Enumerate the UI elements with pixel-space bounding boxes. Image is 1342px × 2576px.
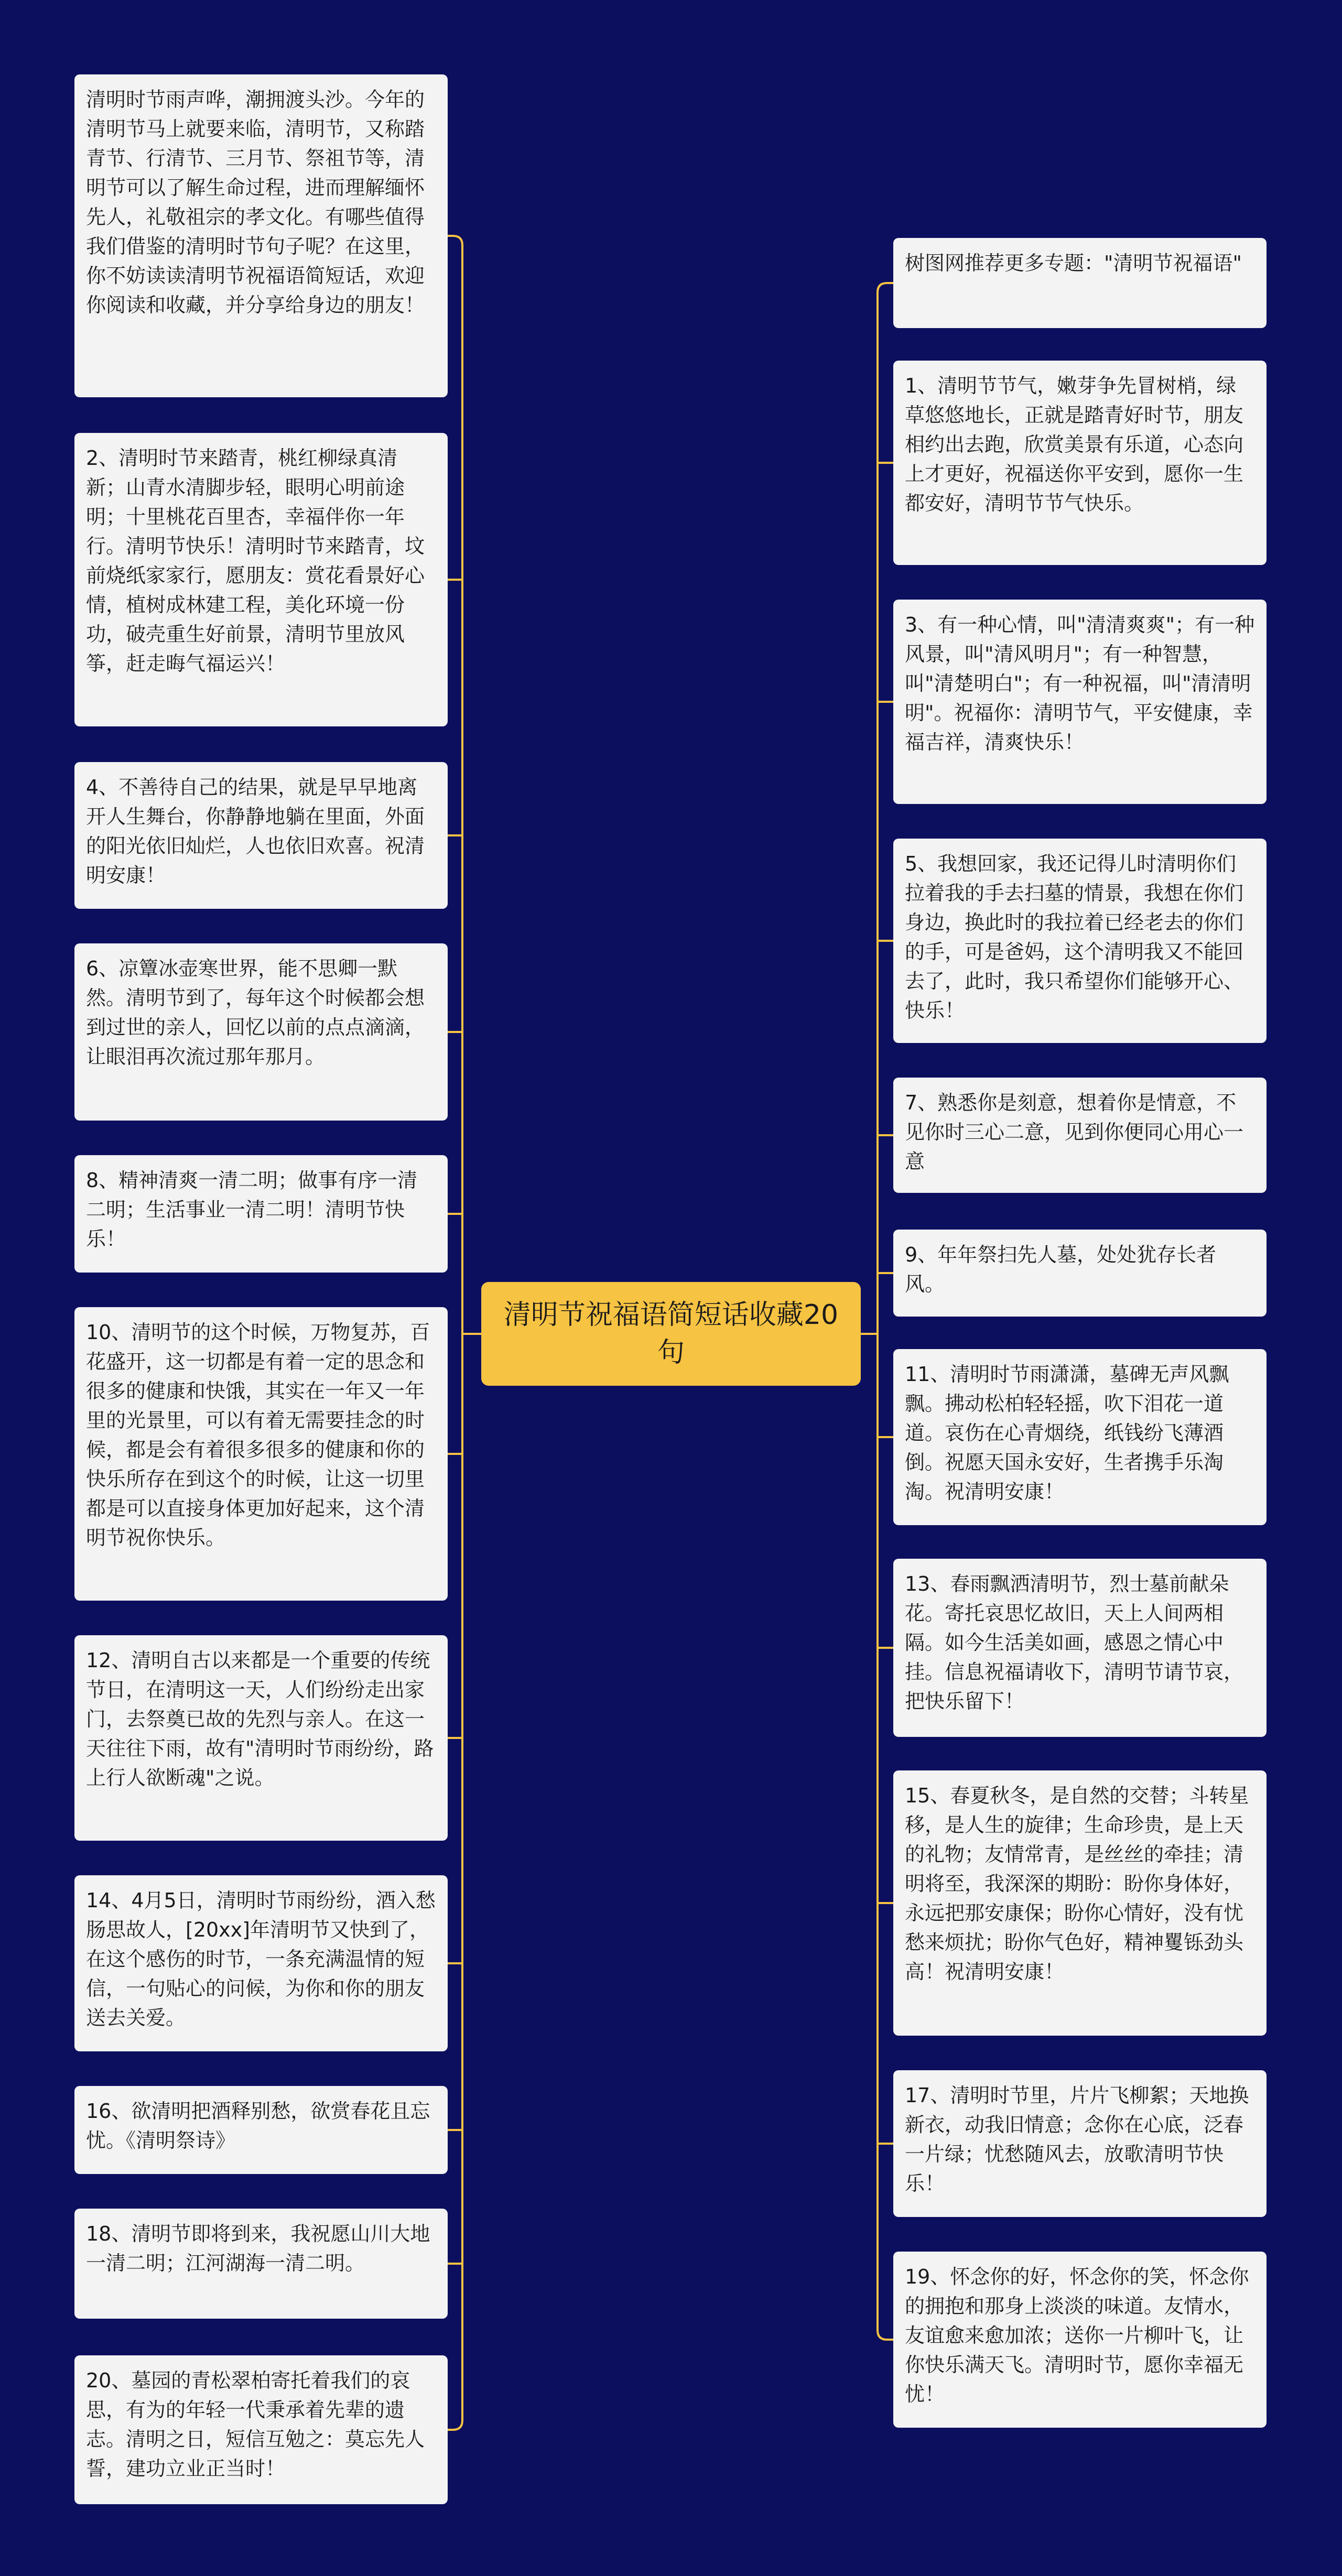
connector-branch xyxy=(878,2330,893,2340)
right-node-9[interactable] xyxy=(893,1230,1267,1317)
left-node-18[interactable] xyxy=(74,2209,448,2319)
connector-branch xyxy=(448,2420,462,2430)
right-node-3[interactable] xyxy=(893,600,1267,804)
node-text: 树图网推荐更多专题："清明节祝福语" xyxy=(905,252,1242,275)
right-node-1[interactable] xyxy=(893,361,1267,565)
central-topic-label: 清明节祝福语简短话收藏20句 xyxy=(503,1299,839,1368)
left-node-intro[interactable] xyxy=(74,74,448,397)
right-node-15[interactable] xyxy=(893,1770,1267,2036)
node-text: 9、年年祭扫先人墓，处处犹存长者风。 xyxy=(905,1243,1217,1296)
connector-branch xyxy=(878,283,893,292)
node-text: 15、春夏秋冬，是自然的交替；斗转星移，是人生的旋律；生命珍贵，是上天的礼物；友情常青，是丝丝的牵挂；清明将至，我深深的期盼：盼你身体好，永远把那安康保；盼你心情好，没有忧愁来烦扰；盼你气色好，精神矍铄劲头高！祝清明安康！ xyxy=(905,1784,1249,1983)
central-topic[interactable] xyxy=(481,1282,861,1386)
left-node-6[interactable] xyxy=(74,943,448,1121)
left-node-14[interactable] xyxy=(74,1875,448,2051)
node-text: 14、4月5日，清明时节雨纷纷，酒入愁肠思故人，[20xx]年清明节又快到了，在这个感伤的时节，一条充满温情的短信，一句贴心的问候，为你和你的朋友送去关爱。 xyxy=(86,1889,436,2029)
node-text: 13、春雨飘洒清明节，烈士墓前献朵花。寄托哀思忆故旧，天上人间两相隔。如今生活美如画，感恩之情心中挂。信息祝福请收下，清明节请节哀，把快乐留下！ xyxy=(905,1572,1244,1713)
node-text: 8、精神清爽一清二明；做事有序一清二明；生活事业一清二明！清明节快乐！ xyxy=(86,1169,418,1251)
node-text: 5、我想回家，我还记得儿时清明你们拉着我的手去扫墓的情景，我想在你们身边，换此时的我拉着已经老去的你们的手，可是爸妈，这个清明我又不能回去了，此时，我只希望你们能够开心、快乐！ xyxy=(905,852,1244,1022)
node-text: 16、欲清明把酒释别愁，欲赏春花且忘忧。《清明祭诗》 xyxy=(86,2100,430,2152)
left-node-10[interactable] xyxy=(74,1307,448,1601)
node-text: 20、墓园的青松翠柏寄托着我们的哀思，有为的年轻一代秉承着先辈的遗志。清明之日，短信互勉之：莫忘先人誓，建功立业正当时！ xyxy=(86,2369,425,2480)
left-node-8[interactable] xyxy=(74,1155,448,1273)
node-text: 6、凉簟冰壶寒世界，能不思卿一默然。清明节到了，每年这个时候都会想到过世的亲人，回忆以前的点点滴滴，让眼泪再次流过那年那月。 xyxy=(86,957,425,1068)
node-text: 2、清明时节来踏青，桃红柳绿真清新；山青水清脚步轻，眼明心明前途明；十里桃花百里杏，幸福伴你一年行。清明节快乐！清明时节来踏青，坟前烧纸家家行，愿朋友：赏花看景好心情，植树成林建工程，美化环境一份功，破壳重生好前景，清明节里放风筝，赶走晦气福运兴！ xyxy=(86,447,425,675)
right-node-recommend[interactable] xyxy=(893,238,1267,328)
right-node-11[interactable] xyxy=(893,1349,1267,1525)
connector-branch xyxy=(448,236,462,245)
right-node-7[interactable] xyxy=(893,1078,1267,1193)
node-text: 12、清明自古以来都是一个重要的传统节日，在清明这一天，人们纷纷走出家门，去祭奠已故的先烈与亲人。在这一天往往下雨，故有"清明时节雨纷纷，路上行人欲断魂"之说。 xyxy=(86,1649,434,1789)
right-node-17[interactable] xyxy=(893,2070,1267,2217)
left-node-2[interactable] xyxy=(74,433,448,726)
right-node-19[interactable] xyxy=(893,2252,1267,2428)
node-text: 清明时节雨声哗，潮拥渡头沙。今年的清明节马上就要来临，清明节，又称踏青节、行清节、三月节、祭祖节等，清明节可以了解生命过程，进而理解缅怀先人，礼敬祖宗的孝文化。有哪些值得我们借鉴的清明时节句子呢？在这里，你不妨读读清明节祝福语简短话，欢迎你阅读和收藏，并分享给身边的朋友！ xyxy=(86,88,425,317)
node-text: 4、不善待自己的结果，就是早早地离开人生舞台，你静静地躺在里面，外面的阳光依旧灿烂，人也依旧欢喜。祝清明安康！ xyxy=(86,776,425,887)
left-node-20[interactable] xyxy=(74,2355,448,2504)
left-node-16[interactable] xyxy=(74,2086,448,2174)
node-text: 17、清明时节里，片片飞柳絮；天地换新衣，动我旧情意；念你在心底，泛春一片绿；忧愁随风去，放歌清明节快乐！ xyxy=(905,2084,1249,2195)
right-node-13[interactable] xyxy=(893,1559,1267,1737)
node-text: 19、怀念你的好，怀念你的笑，怀念你的拥抱和那身上淡淡的味道。友情水，友谊愈来愈加浓；送你一片柳叶飞，让你快乐满天飞。清明时节，愿你幸福无忧！ xyxy=(905,2265,1249,2406)
right-node-5[interactable] xyxy=(893,839,1267,1043)
node-text: 18、清明节即将到来，我祝愿山川大地一清二明；江河湖海一清二明。 xyxy=(86,2222,430,2275)
node-text: 7、熟悉你是刻意，想着你是情意，不见你时三心二意，见到你便同心用心一意 xyxy=(905,1091,1244,1173)
left-node-4[interactable] xyxy=(74,762,448,909)
node-text: 3、有一种心情，叫"清清爽爽"；有一种风景，叫"清风明月"；有一种智慧，叫"清楚明白"；有一种祝福，叫"清清明明"。祝福你：清明节气，平安健康，幸福吉祥，清爽快乐！ xyxy=(905,613,1255,754)
node-text: 1、清明节节气，嫩芽争先冒树梢，绿草悠悠地长，正就是踏青好时节，朋友相约出去跑，欣赏美景有乐道，心态向上才更好，祝福送你平安到，愿你一生都安好，清明节节气快乐。 xyxy=(905,374,1244,515)
node-text: 11、清明时节雨潇潇，墓碑无声风飘飘。拂动松柏轻轻摇，吹下泪花一道道。哀伤在心青烟绕，纸钱纷飞薄酒倒。祝愿天国永安好，生者携手乐淘淘。祝清明安康！ xyxy=(905,1363,1229,1503)
left-node-12[interactable] xyxy=(74,1635,448,1841)
node-text: 10、清明节的这个时候，万物复苏，百花盛开，这一切都是有着一定的思念和很多的健康和快饿，其实在一年又一年里的光景里，可以有着无需要挂念的时候，都是会有着很多很多的健康和你的快乐所存在到这个的时候，让这一切里都是可以直接身体更加好起来，这个清明节祝你快乐。 xyxy=(86,1321,430,1549)
